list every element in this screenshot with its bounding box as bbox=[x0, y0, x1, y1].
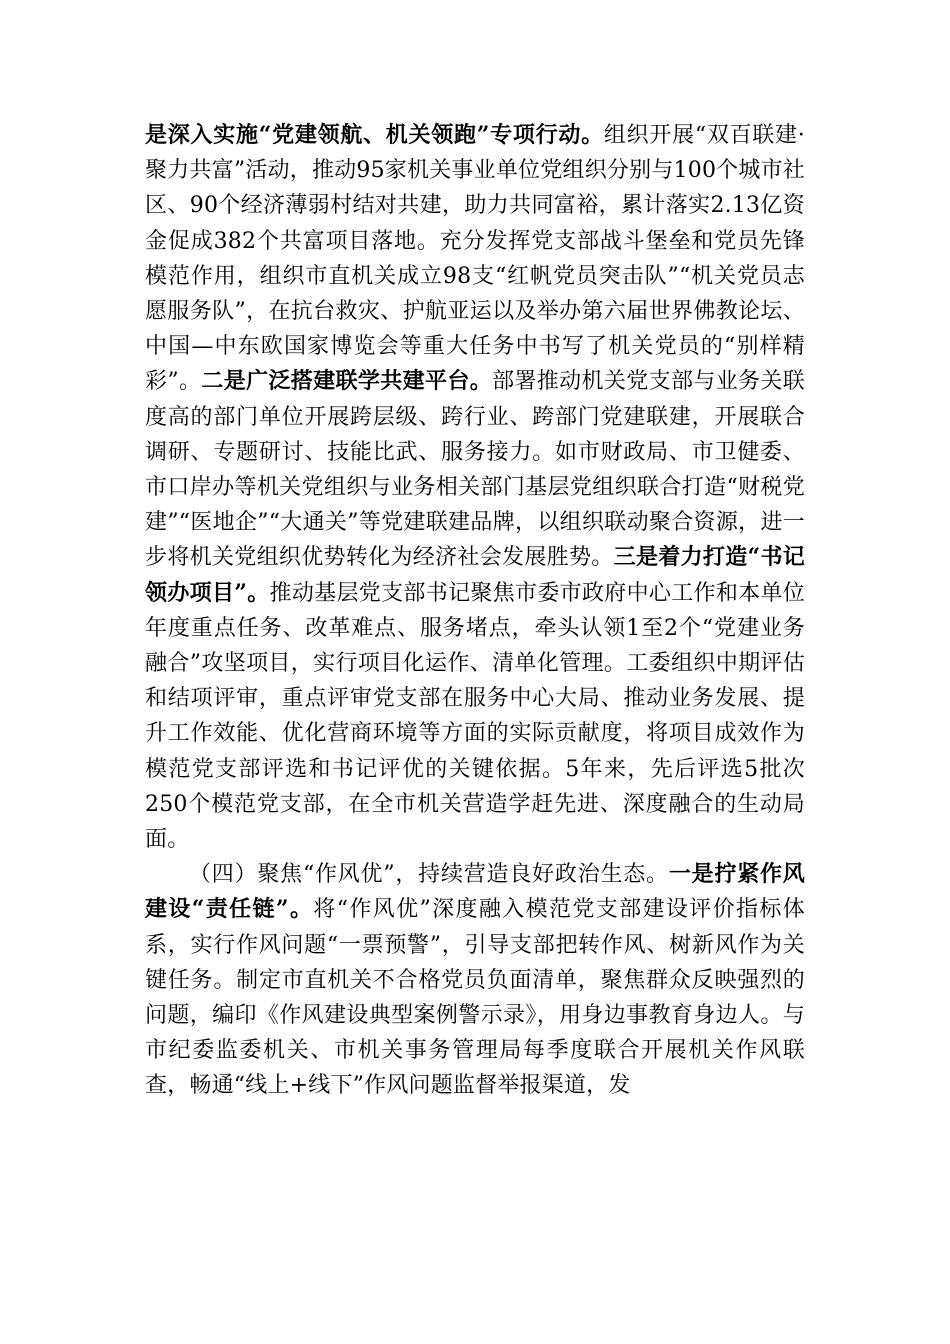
heading-phrase-1: 是深入实施“党建领航、机关领跑”专项行动。 bbox=[145, 122, 604, 148]
body-text bbox=[145, 118, 805, 1104]
paragraph-2 bbox=[145, 857, 805, 1103]
paragraph-1 bbox=[145, 118, 805, 857]
body-sentence: 组织开展“双百联建·聚力共富”活动，推动95家机关事业单位党组织分别与100个城市社区、90个经济薄弱村结对共建，助力共同富裕，累计落实2.13亿资金促成382个共富项目落地。充分发挥党支部战斗堡垒和党员先锋模范作用，组织市直机关成立98支“红帆党员突击队”“机关党员志愿服务队”，在抗台救灾、护航亚运以及举办第六届世界佛教论坛、中国—中东欧国家博览会等重大任务中书写了机关党员的“别样精彩”。 bbox=[145, 123, 805, 395]
body-sentence: 部署推动机关党支部与业务关联度高的部门单位开展跨层级、跨行业、跨部门党建联建，开展联合调研、专题研讨、技能比武、服务接力。如市财政局、市卫健委、市口岸办等机关党组织与业务相关部门基层党组织联合打造“财税党建”“医地企”“大通关”等党建联建品牌，以组织联动聚合资源，进一步将机关党组织优势转化为经济社会发展胜势。 bbox=[145, 369, 805, 571]
section-heading: （四）聚焦“作风优”，持续营造良好政治生态。 bbox=[189, 862, 669, 888]
body-sentence: 推动基层党支部书记聚焦市委市政府中心工作和本单位年度重点任务、改革难点、服务堵点，牵头认领1至2个“党建业务融合”攻坚项目，实行项目化运作、清单化管理。工委组织中期评估和结项评审，重点评审党支部在服务中心大局、推动业务发展、提升工作效能、优化营商环境等方面的实际贡献度，将项目成效作为模范党支部评选和书记评优的关键依据。5年来，先后评选5批次250个模范党支部，在全市机关营造学赶先进、深度融合的生动局面。 bbox=[145, 580, 805, 853]
heading-phrase-3: 三是着力打造“书记领办项目”。 bbox=[145, 544, 805, 606]
heading-phrase-2: 二是广泛搭建联学共建平台。 bbox=[201, 368, 493, 395]
body-sentence: 将“作风优”深度融入模范党支部建设评价指标体系，实行作风问题“一票预警”，引导支部把转作风、树新风作为关键任务。制定市直机关不合格党员负面清单，聚焦群众反映强烈的问题，编印《作风建设典型案例警示录》，用身边事教育身边人。与市纪委监委机关、市机关事务管理局每季度联合开展机关作风联查，畅通“线上+线下”作风问题监督举报渠道，发 bbox=[145, 897, 805, 1099]
heading-phrase-4: 一是拧紧作风建设“责任链”。 bbox=[145, 861, 805, 923]
